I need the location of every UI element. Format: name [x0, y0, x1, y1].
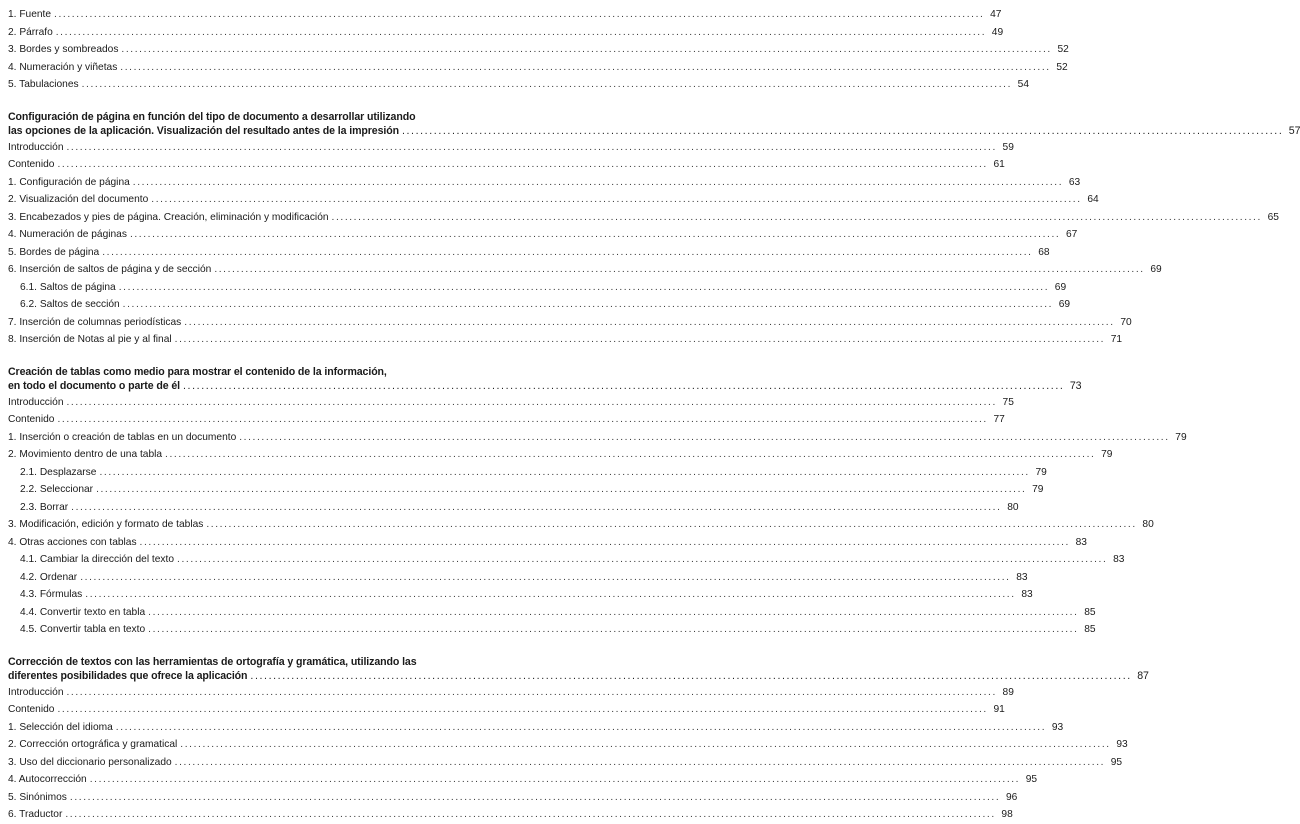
toc-entry [8, 139, 1014, 157]
dot-leader [177, 551, 1107, 569]
toc-entry-label: 6.1. Saltos de página [20, 281, 116, 293]
dot-leader [140, 534, 1070, 552]
section-heading [8, 365, 1082, 394]
toc-section-page-setup [8, 110, 1300, 349]
toc-entry [8, 226, 1078, 244]
toc-entry [8, 736, 1128, 754]
toc-subentry [8, 464, 1047, 482]
section-heading [8, 655, 1149, 684]
toc-entry-label: 6. Traductor [8, 809, 63, 820]
dot-leader [165, 446, 1095, 464]
dot-leader [57, 411, 987, 429]
dot-leader [148, 604, 1078, 622]
toc-entry-label: 5. Sinónimos [8, 791, 67, 803]
toc-entry-label: 3. Modificación, edición y formato de tablas [8, 519, 204, 530]
toc-entry-label: 1. Fuente [8, 9, 52, 20]
toc-entry-page: 83 [1016, 571, 1028, 583]
dot-leader [85, 586, 1015, 604]
toc-entry-label: 3. Uso del diccionario personalizado [8, 756, 172, 768]
dot-leader [175, 331, 1105, 349]
toc-entry-label: 4. Numeración y viñetas [8, 61, 118, 73]
toc-entry [8, 771, 1038, 789]
toc-entry-label: 2. Visualización del documento [8, 194, 149, 205]
dot-leader [184, 314, 1114, 332]
toc-entry-page: 89 [1002, 686, 1014, 698]
toc-entry-label: Introducción [8, 141, 64, 153]
toc-entry-page: 95 [1110, 756, 1123, 768]
toc-subentry [8, 604, 1096, 622]
toc-subentry [8, 551, 1125, 569]
toc-entry-label: 4.2. Ordenar [20, 571, 78, 583]
dot-leader [402, 124, 1283, 139]
dot-leader [180, 736, 1110, 754]
toc-entry-label: 2.3. Borrar [20, 501, 69, 513]
toc-entry-label: Contenido [8, 414, 55, 425]
toc-entry-label: 5. Tabulaciones [8, 79, 79, 90]
dot-leader [119, 279, 1049, 297]
toc-entry-label: 4.1. Cambiar la dirección del texto [20, 554, 175, 565]
toc-entry-label: 4.5. Convertir tabla en texto [20, 624, 146, 635]
toc-entry-label: 2. Corrección ortográfica y gramatical [8, 739, 178, 750]
toc-entry-label: 4. Numeración de páginas [8, 229, 127, 240]
dot-leader [148, 621, 1078, 639]
toc-entry [8, 684, 1014, 702]
dot-leader [102, 244, 1032, 262]
toc-entry-page: 95 [1025, 774, 1038, 785]
section-heading-line: Configuración de página en función del tipo de documento a desarrollar utilizando [8, 110, 416, 123]
dot-leader [57, 701, 987, 719]
dot-leader [82, 76, 1012, 94]
dot-leader [130, 226, 1060, 244]
toc-entry [8, 156, 1005, 174]
toc-entry-label: 5. Bordes de página [8, 246, 100, 258]
toc-entry [8, 314, 1132, 332]
dot-leader [90, 771, 1020, 789]
toc-entry [8, 244, 1050, 262]
toc-entry-label: 3. Bordes y sombreados [8, 44, 119, 55]
toc-entry-page: 79 [1175, 431, 1187, 443]
toc-entry-page: 59 [1002, 141, 1014, 153]
toc-entry-page: 98 [1001, 809, 1013, 820]
dot-leader [239, 429, 1169, 447]
dot-leader [133, 174, 1063, 192]
toc-entry-label: 6. Inserción de saltos de página y de sección [8, 264, 212, 275]
toc-entry-label: 1. Configuración de página [8, 176, 130, 188]
dot-leader [206, 516, 1136, 534]
toc-entry [8, 6, 1002, 24]
toc-entry-page: 85 [1084, 606, 1096, 618]
toc-entry [8, 59, 1068, 77]
toc-entry-label: Introducción [8, 686, 64, 698]
toc-subentry [8, 279, 1067, 297]
toc-entry [8, 394, 1014, 412]
toc-entry [8, 411, 1005, 429]
toc-entry-page: 61 [993, 159, 1005, 170]
toc-entry-label: 4.4. Convertir texto en tabla [20, 606, 146, 618]
toc-entry [8, 76, 1030, 94]
toc-entry-label: 2.2. Seleccionar [20, 484, 94, 495]
dot-leader [80, 569, 1010, 587]
dot-leader [96, 481, 1026, 499]
toc-entry-label: Contenido [8, 704, 55, 715]
dot-leader [71, 499, 1001, 517]
toc-entry [8, 331, 1123, 349]
toc-entry [8, 701, 1005, 719]
toc-entry-page: 83 [1021, 589, 1033, 600]
toc-entry-page: 47 [990, 9, 1002, 20]
dot-leader [332, 209, 1262, 227]
toc-entry [8, 41, 1069, 59]
toc-entry-page: 79 [1032, 484, 1044, 495]
toc-entry [8, 24, 1004, 42]
toc-entry-label: 1. Inserción o creación de tablas en un documento [8, 431, 237, 443]
dot-leader [56, 24, 986, 42]
toc-entry [8, 534, 1087, 552]
section-heading-line: Creación de tablas como medio para mostrar el contenido de la información, [8, 365, 387, 378]
toc-entry [8, 789, 1018, 807]
dot-leader [120, 59, 1050, 77]
toc-entry-page: 93 [1051, 721, 1064, 733]
toc-entry-page: 83 [1113, 554, 1125, 565]
dot-leader [214, 261, 1144, 279]
toc-entry-page: 52 [1057, 44, 1069, 55]
toc-entry [8, 429, 1187, 447]
dot-leader [70, 789, 1000, 807]
dot-leader [67, 139, 997, 157]
toc-entry-page: 67 [1065, 229, 1078, 240]
toc-entry-page: 83 [1075, 536, 1087, 548]
toc-entry-page: 54 [1017, 79, 1030, 90]
toc-entry-page: 70 [1120, 316, 1132, 328]
toc-entry-label: Introducción [8, 396, 64, 408]
toc-entry-page: 93 [1116, 739, 1128, 750]
dot-leader [123, 296, 1053, 314]
dot-leader [250, 669, 1131, 684]
toc-entry-page: 69 [1150, 264, 1162, 275]
toc-entry-page: 64 [1087, 194, 1099, 205]
toc-entry [8, 446, 1113, 464]
toc-entry-label: 4. Otras acciones con tablas [8, 536, 137, 548]
section-heading-page: 87 [1137, 670, 1149, 682]
toc-entry-label: 3. Encabezados y pies de página. Creación, eliminación y modificación [8, 211, 329, 223]
toc-entry [8, 806, 1013, 824]
dot-leader [116, 719, 1046, 737]
dot-leader [121, 41, 1051, 59]
dot-leader [57, 156, 987, 174]
toc-entry-page: 65 [1267, 211, 1279, 223]
dot-leader [67, 394, 997, 412]
toc-entry-page: 75 [1002, 396, 1014, 408]
toc-group-format [8, 6, 1069, 94]
toc-entry-page: 91 [993, 704, 1005, 715]
toc-entry-page: 69 [1058, 299, 1071, 310]
section-heading-line: Corrección de textos con las herramientas de ortografía y gramática, utilizando las [8, 655, 417, 668]
toc-entry-label: 8. Inserción de Notas al pie y al final [8, 334, 172, 345]
toc-entry-page: 85 [1084, 624, 1096, 635]
dot-leader [175, 754, 1105, 772]
toc-entry [8, 174, 1081, 192]
section-heading-line: en todo el documento o parte de él [8, 380, 181, 392]
toc-subentry [8, 481, 1044, 499]
toc-subentry [8, 296, 1071, 314]
toc-entry-label: 2. Párrafo [8, 26, 53, 38]
toc-section-tables [8, 365, 1187, 639]
toc-subentry [8, 621, 1096, 639]
toc-entry-label: 4.3. Fórmulas [20, 589, 83, 600]
dot-leader [99, 464, 1029, 482]
toc-subentry [8, 569, 1028, 587]
toc-entry-label: 6.2. Saltos de sección [20, 299, 120, 310]
dot-leader [183, 379, 1064, 394]
toc-entry-label: Contenido [8, 159, 55, 170]
toc-entry-page: 68 [1038, 246, 1050, 258]
section-heading-page: 57 [1288, 125, 1300, 137]
toc-subentry [8, 586, 1033, 604]
toc-entry-page: 79 [1035, 466, 1047, 478]
toc-entry [8, 719, 1064, 737]
toc-entry [8, 261, 1162, 279]
section-heading [8, 110, 1300, 139]
toc-entry-page: 49 [991, 26, 1004, 38]
dot-leader [151, 191, 1081, 209]
toc-entry-page: 80 [1007, 501, 1019, 513]
section-heading-page: 73 [1069, 380, 1082, 392]
toc-entry-page: 79 [1101, 449, 1113, 460]
section-heading-line: diferentes posibilidades que ofrece la aplicación [8, 670, 248, 682]
dot-leader [54, 6, 984, 24]
toc-entry [8, 754, 1123, 772]
toc-entry-page: 52 [1056, 61, 1068, 73]
toc-entry-page: 71 [1110, 334, 1123, 345]
toc-entry-label: 2.1. Desplazarse [20, 466, 97, 478]
toc-entry-page: 80 [1142, 519, 1154, 530]
dot-leader [65, 806, 995, 824]
toc-entry-label: 4. Autocorrección [8, 774, 87, 785]
toc-section-proofing [8, 655, 1149, 824]
toc-subentry [8, 499, 1019, 517]
toc-entry-page: 63 [1068, 176, 1081, 188]
toc-entry-label: 7. Inserción de columnas periodísticas [8, 316, 182, 328]
toc-entry-page: 69 [1054, 281, 1067, 293]
toc-entry [8, 209, 1279, 227]
toc-entry [8, 191, 1099, 209]
toc-entry-label: 1. Selección del idioma [8, 721, 113, 733]
dot-leader [67, 684, 997, 702]
toc-entry-label: 2. Movimiento dentro de una tabla [8, 449, 163, 460]
toc-entry-page: 77 [993, 414, 1005, 425]
section-heading-line: las opciones de la aplicación. Visualización del resultado antes de la impresión [8, 125, 399, 137]
toc-entry-page: 96 [1005, 791, 1018, 803]
toc-entry [8, 516, 1154, 534]
